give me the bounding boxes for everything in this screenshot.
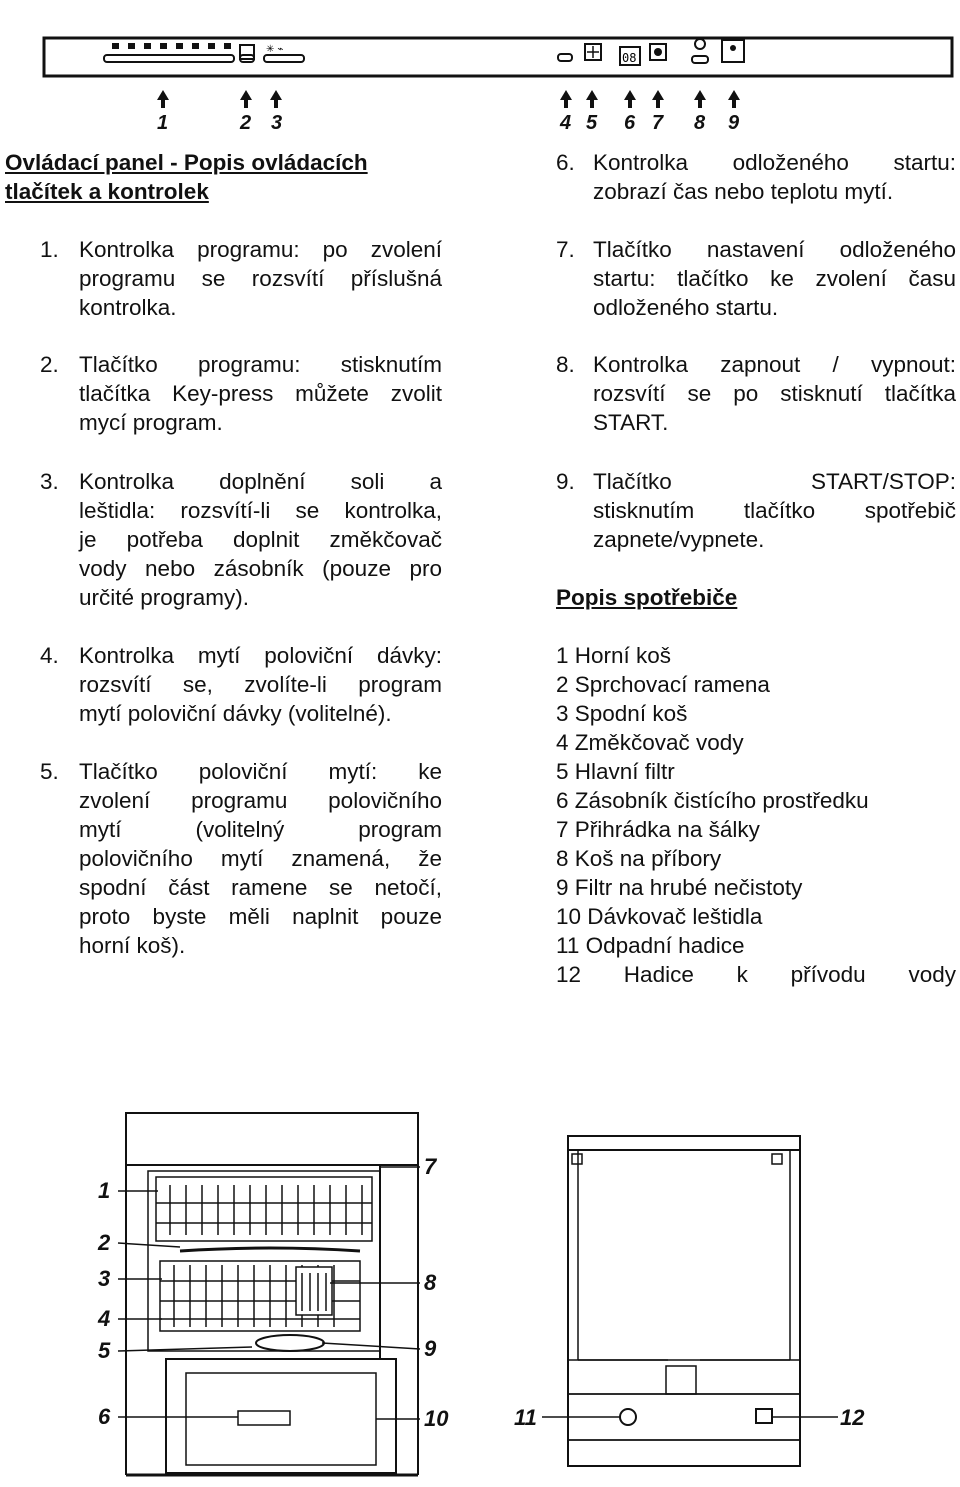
- svg-text:6: 6: [98, 1404, 111, 1429]
- parts-heading: Popis spotřebiče: [556, 585, 738, 610]
- list-item: 1 Horní koš: [556, 643, 672, 668]
- svg-text:5: 5: [98, 1338, 111, 1363]
- list-item: 4 Změkčovač vody: [556, 730, 744, 755]
- svg-text:5: 5: [586, 112, 598, 134]
- svg-text:1: 1: [98, 1178, 111, 1203]
- svg-text:4: 4: [560, 112, 572, 134]
- list-item: 10 Dávkovač leštidla: [556, 904, 763, 929]
- list-item: 7 Přihrádka na šálky: [556, 817, 760, 842]
- list-item: 11 Odpadní hadice: [556, 933, 745, 958]
- dishwasher-front-figure: [90, 1105, 460, 1480]
- svg-text:2: 2: [98, 1230, 111, 1255]
- panel-callout-numbers: [157, 112, 740, 134]
- panel-heading: [5, 148, 442, 206]
- svg-text:7: 7: [652, 112, 664, 134]
- delay-display-text: 08: [622, 51, 637, 65]
- svg-text:10: 10: [424, 1406, 449, 1431]
- svg-text:11: 11: [514, 1405, 537, 1430]
- panel-heading-line2: tlačítek a kontrolek: [5, 179, 209, 204]
- list-item: 9 Filtr na hrubé nečistoty: [556, 875, 803, 900]
- dishwasher-back-figure: [510, 1130, 870, 1475]
- panel-arrows: [157, 90, 740, 108]
- svg-text:3: 3: [98, 1266, 111, 1291]
- svg-text:8: 8: [424, 1270, 437, 1295]
- svg-text:3: 3: [271, 112, 283, 134]
- svg-text:4: 4: [98, 1306, 111, 1331]
- svg-text:6: 6: [624, 112, 636, 134]
- control-panel-diagram: [40, 34, 960, 144]
- svg-text:✳ ⌁: ✳ ⌁: [266, 44, 284, 55]
- svg-text:12: 12: [840, 1405, 865, 1430]
- list-item: 3 Spodní koš: [556, 701, 688, 726]
- svg-text:8: 8: [694, 112, 706, 134]
- list-item: 2 Sprchovací ramena: [556, 672, 770, 697]
- list-item: 12 Hadice k přívodu vody: [556, 962, 956, 987]
- svg-text:1: 1: [157, 112, 169, 134]
- svg-text:9: 9: [728, 112, 740, 134]
- panel-heading-line1: Ovládací panel - Popis ovládacích: [5, 150, 368, 175]
- list-item: 8 Koš na příbory: [556, 846, 722, 871]
- svg-text:2: 2: [240, 112, 252, 134]
- parts-list: [556, 641, 956, 989]
- list-item: 6 Zásobník čistícího prostředku: [556, 788, 869, 813]
- svg-text:7: 7: [424, 1154, 437, 1179]
- svg-text:9: 9: [424, 1336, 437, 1361]
- list-item: 5 Hlavní filtr: [556, 759, 675, 784]
